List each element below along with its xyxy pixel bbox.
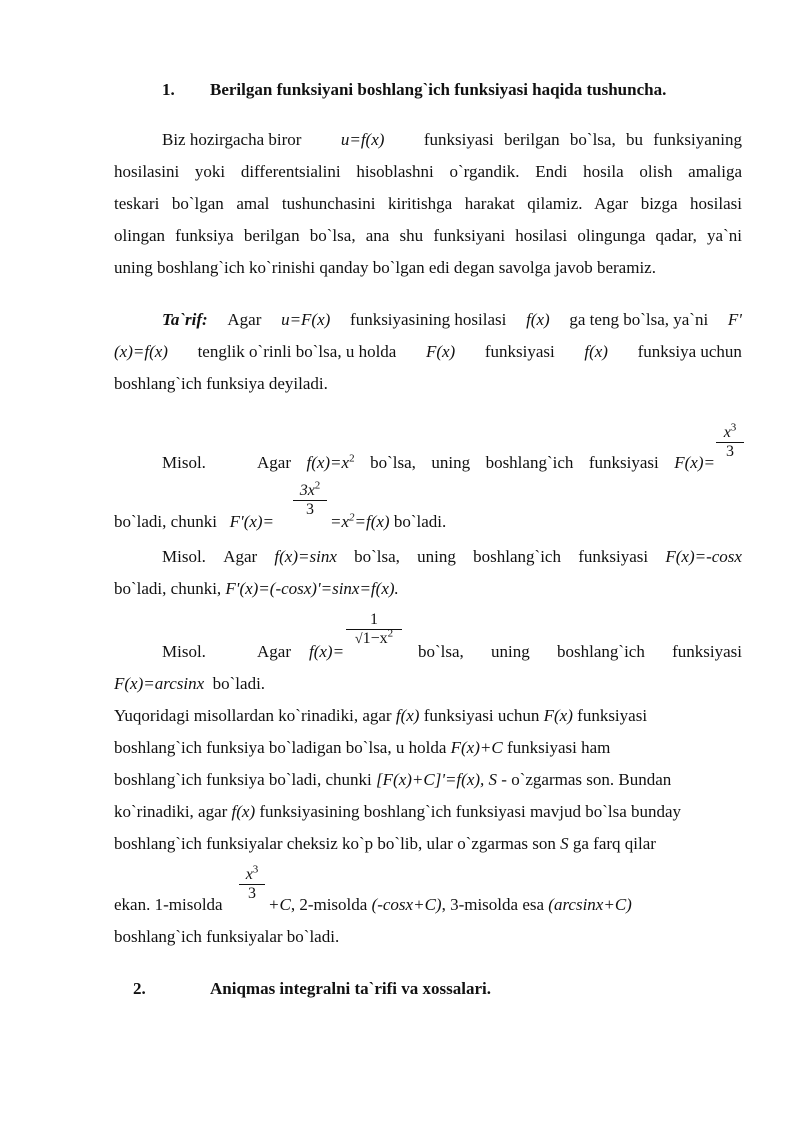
para-2-line-6-start: ekan. 1-misolda: [114, 895, 223, 914]
para-1-line-1: [162, 129, 742, 151]
text: Agar: [227, 310, 262, 329]
para-2-line-7: boshlang`ich funksiyalar bo`ladi.: [114, 927, 340, 946]
example-3-line-1: [418, 641, 742, 663]
math: F(x)=: [674, 453, 715, 472]
para-2-line-3: boshlang`ich funksiya bo`ladi, chunki [F(x)+C]'=f(x), S - o`zgarmas son. Bundan: [114, 770, 672, 789]
para-2-line-6: +C, 2-misolda (-cosx+C), 3-misolda esa (arcsinx+C): [268, 895, 632, 914]
definition-line-3: boshlang`ich funksiya deyiladi.: [114, 374, 328, 393]
example-2-label: Misol.: [162, 547, 206, 566]
text: bo`ladi, chunki: [114, 512, 217, 531]
example-1-label: Misol.: [162, 453, 206, 472]
text: funksiyasi berilgan bo`lsa, bu funksiyaning: [423, 130, 742, 149]
text: funksiyasi: [672, 642, 742, 661]
section-1-title: Berilgan funksiyani boshlang`ich funksiyasi haqida tushuncha.: [210, 80, 667, 99]
text: Agar: [223, 547, 258, 566]
math: (x)=f(x): [114, 342, 168, 361]
example-2-line-2: bo`ladi, chunki, F'(x)=(-cosx)'=sinx=f(x).: [114, 579, 399, 598]
para-2-line-2: boshlang`ich funksiya bo`ladigan bo`lsa, u holda F(x)+C funksiyasi ham: [114, 738, 611, 757]
text: funksiyasining hosilasi: [350, 310, 507, 329]
math: F': [727, 310, 742, 329]
fraction-3x2-over-3: $3x^2$ 3: [293, 482, 327, 519]
definition-line-1: [162, 309, 742, 331]
section-1-number: 1.: [162, 80, 175, 99]
text: uning: [491, 642, 530, 661]
text: boshlang`ich: [473, 547, 561, 566]
math: f(x): [526, 310, 550, 329]
text: tenglik o`rinli bo`lsa, u holda: [197, 342, 397, 361]
definition-line-2: [114, 341, 742, 363]
para-2-line-1: Yuqoridagi misollardan ko`rinadiki, agar f(x) funksiyasi uchun F(x) funksiyasi: [114, 706, 648, 725]
example-3-agar: Agar: [257, 642, 291, 661]
math: u=F(x): [281, 310, 331, 329]
example-1-line-2-end: $=x^2=f(x)$ bo`ladi.: [330, 511, 447, 531]
math-u-fx: u=f(x): [340, 130, 385, 149]
para-1-line-4: olingan funksiya berilgan bo`lsa, ana shu funksiyani hosilasi olingunga qadar, ya`ni: [114, 226, 742, 245]
para-2-line-4: ko`rinadiki, agar f(x) funksiyasining boshlang`ich funksiyasi mavjud bo`lsa bunday: [114, 802, 682, 821]
fraction-1-over-sqrt: 1 $√1-x^2$: [346, 611, 402, 649]
math: F(x)=-cosx: [665, 547, 742, 566]
example-3-line-2: F(x)=arcsinx bo`ladi.: [114, 674, 266, 693]
example-3-label: Misol.: [162, 642, 206, 661]
text: funksiyasi: [578, 547, 649, 566]
text: boshlang`ich: [557, 642, 645, 661]
text: bo`lsa,: [370, 453, 416, 472]
text: Biz hozirgacha biror: [162, 130, 302, 149]
math: f(x)=sinx: [274, 547, 337, 566]
para-1-line-2: hosilasini yoki differentsialini hisoblashni o`rgandik. Endi hosila olish amaliga: [114, 162, 742, 181]
fraction-x3-over-3: $x^3$ 3: [716, 424, 744, 461]
para-2-line-5: boshlang`ich funksiyalar cheksiz ko`p bo`lib, ular o`zgarmas son S ga farq qilar: [114, 834, 656, 853]
math-fx-x2: $f(x)=x^2$: [306, 452, 355, 472]
example-3-fx: f(x)=: [309, 642, 345, 661]
math: F'(x)=: [229, 512, 275, 531]
definition-label: Ta`rif:: [162, 310, 208, 329]
section-2-number: 2.: [133, 979, 146, 998]
math: F(x): [425, 342, 456, 361]
example-1-line-2: [114, 511, 274, 533]
example-2-line-1: [162, 546, 742, 568]
text: funksiya uchun: [637, 342, 742, 361]
text: ga teng bo`lsa, ya`ni: [569, 310, 709, 329]
section-2-title: Aniqmas integralni ta`rifi va xossalari.: [210, 979, 491, 998]
para-1-line-3: teskari bo`lgan amal tushunchasini kiritishga harakat qilamiz. Agar bizga hosilasi: [114, 194, 742, 213]
text: funksiyasi: [484, 342, 555, 361]
fraction-x3-over-3-b: $x^3$ 3: [239, 866, 265, 903]
text: bo`lsa,: [354, 547, 400, 566]
text: bo`lsa,: [418, 642, 464, 661]
para-1-line-5: uning boshlang`ich ko`rinishi qanday bo`lgan edi degan savolga javob beramiz.: [114, 258, 656, 277]
text: uning: [431, 453, 471, 472]
text: uning: [417, 547, 456, 566]
text: Agar: [257, 453, 291, 472]
example-1-line-1: [257, 452, 715, 474]
text: funksiyasi: [588, 453, 659, 472]
text: boshlang`ich: [485, 453, 574, 472]
math: f(x): [584, 342, 608, 361]
